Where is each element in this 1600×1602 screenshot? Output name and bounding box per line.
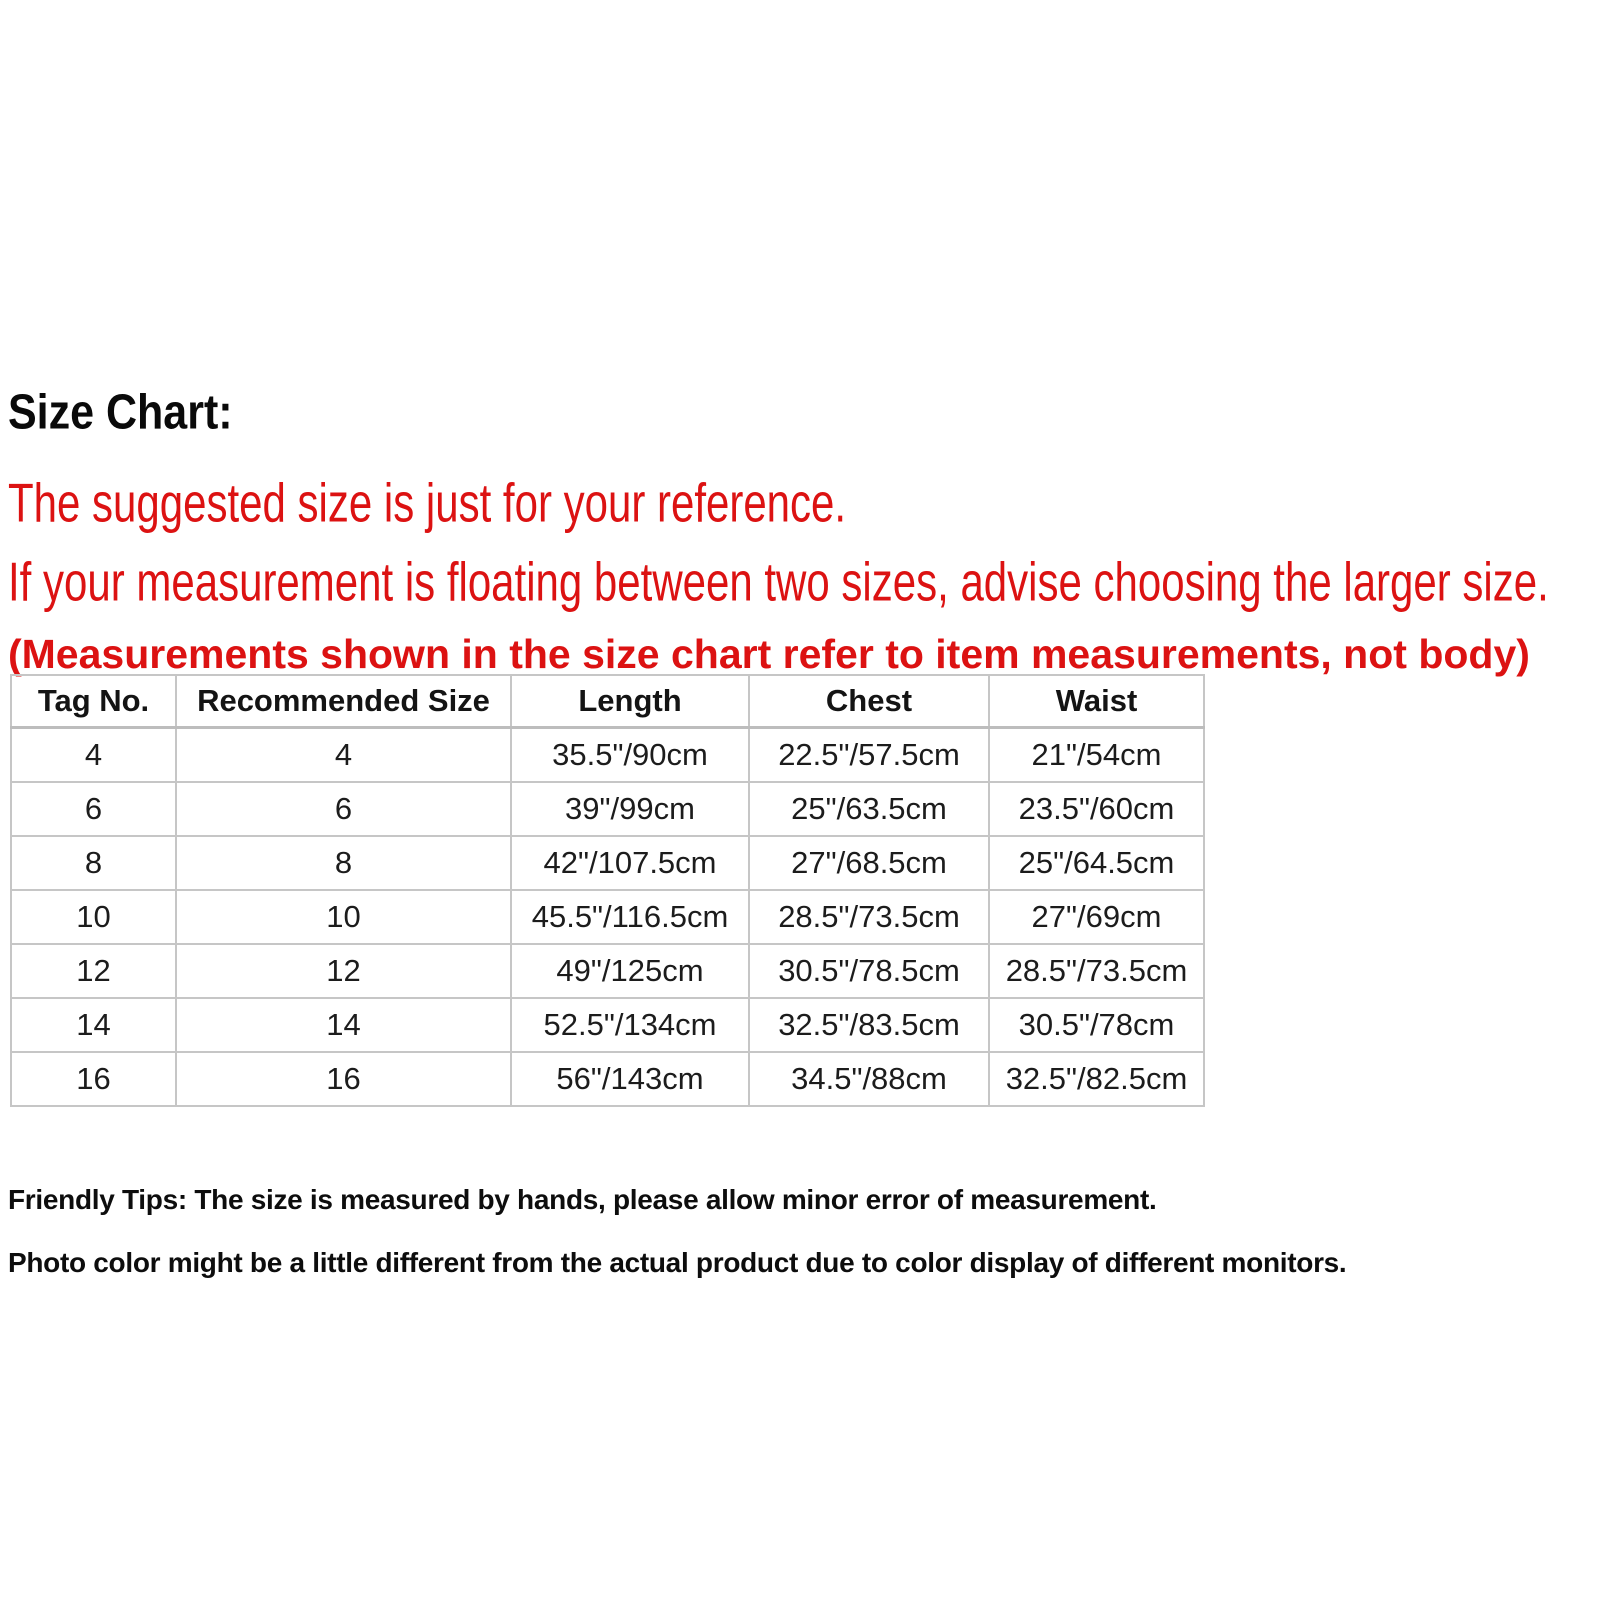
table-cell: 10 xyxy=(176,890,511,944)
table-cell: 10 xyxy=(11,890,176,944)
table-row xyxy=(11,836,1204,890)
table-cell: 45.5"/116.5cm xyxy=(511,890,749,944)
table-row xyxy=(11,998,1204,1052)
tip-photo-color: Photo color might be a little different from the actual product due to color display of different monitors. xyxy=(8,1247,1347,1278)
table-cell: 49"/125cm xyxy=(511,944,749,998)
note-item-measurements: (Measurements shown in the size chart refer to item measurements, not body) xyxy=(8,631,1530,677)
table-cell: 32.5"/83.5cm xyxy=(749,998,989,1052)
column-header: Length xyxy=(511,675,749,728)
note-between-sizes: If your measurement is floating between two sizes, advise choosing the larger size. xyxy=(8,551,1549,613)
table-cell: 30.5"/78cm xyxy=(989,998,1204,1052)
table-cell: 4 xyxy=(11,728,176,783)
column-header: Chest xyxy=(749,675,989,728)
size-table-body xyxy=(11,728,1204,1107)
table-cell: 30.5"/78.5cm xyxy=(749,944,989,998)
table-cell: 14 xyxy=(176,998,511,1052)
table-cell: 34.5"/88cm xyxy=(749,1052,989,1106)
table-cell: 39"/99cm xyxy=(511,782,749,836)
table-cell: 32.5"/82.5cm xyxy=(989,1052,1204,1106)
table-row xyxy=(11,890,1204,944)
table-row xyxy=(11,1052,1204,1106)
tip-measurement-error: Friendly Tips: The size is measured by hands, please allow minor error of measurement. xyxy=(8,1184,1157,1215)
table-cell: 21"/54cm xyxy=(989,728,1204,783)
table-cell: 16 xyxy=(176,1052,511,1106)
table-cell: 42"/107.5cm xyxy=(511,836,749,890)
table-cell: 4 xyxy=(176,728,511,783)
table-cell: 8 xyxy=(11,836,176,890)
column-header: Tag No. xyxy=(11,675,176,728)
table-cell: 28.5"/73.5cm xyxy=(749,890,989,944)
table-cell: 12 xyxy=(176,944,511,998)
note-reference: The suggested size is just for your reference. xyxy=(8,472,847,534)
table-cell: 14 xyxy=(11,998,176,1052)
table-cell: 22.5"/57.5cm xyxy=(749,728,989,783)
table-cell: 35.5"/90cm xyxy=(511,728,749,783)
table-cell: 6 xyxy=(11,782,176,836)
page-title: Size Chart: xyxy=(8,384,233,440)
size-table xyxy=(10,674,1205,1107)
table-cell: 52.5"/134cm xyxy=(511,998,749,1052)
column-header: Waist xyxy=(989,675,1204,728)
table-cell: 23.5"/60cm xyxy=(989,782,1204,836)
table-row xyxy=(11,944,1204,998)
table-cell: 8 xyxy=(176,836,511,890)
table-cell: 12 xyxy=(11,944,176,998)
table-row xyxy=(11,782,1204,836)
table-cell: 56"/143cm xyxy=(511,1052,749,1106)
table-cell: 16 xyxy=(11,1052,176,1106)
table-row xyxy=(11,728,1204,783)
table-cell: 27"/69cm xyxy=(989,890,1204,944)
table-cell: 25"/63.5cm xyxy=(749,782,989,836)
table-cell: 27"/68.5cm xyxy=(749,836,989,890)
header-row xyxy=(11,675,1204,728)
table-cell: 25"/64.5cm xyxy=(989,836,1204,890)
size-table-header xyxy=(11,675,1204,728)
column-header: Recommended Size xyxy=(176,675,511,728)
table-cell: 28.5"/73.5cm xyxy=(989,944,1204,998)
table-cell: 6 xyxy=(176,782,511,836)
